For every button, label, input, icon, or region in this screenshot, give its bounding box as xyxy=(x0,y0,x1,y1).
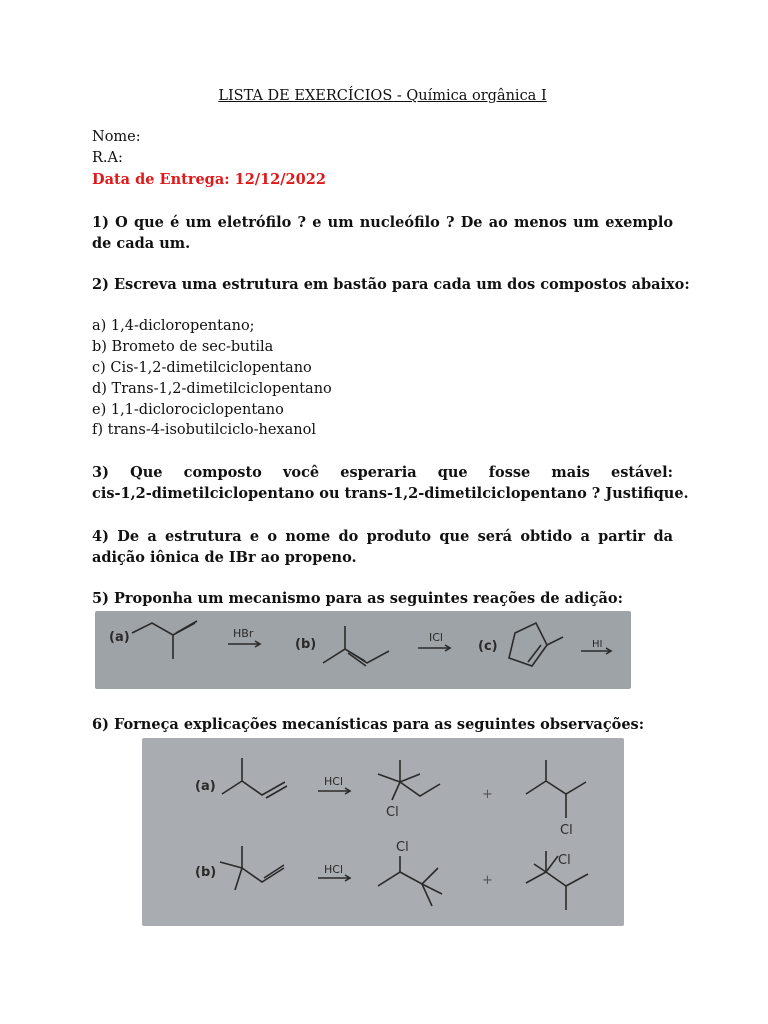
q6-reagent-b: HCl xyxy=(324,863,344,876)
q6-label-b: (b) xyxy=(195,865,217,880)
q3-word: que xyxy=(437,464,468,481)
q6-product-b2-cl: Cl xyxy=(558,853,571,868)
q2-item-c: c) Cis-1,2-dimetilciclopentano xyxy=(92,360,312,376)
question-3-line-2: cis-1,2-dimetilciclopentano ou trans-1,2-dimetilciclopentano ? Justifique. xyxy=(92,485,689,502)
question-2: 2) Escreva uma estrutura em bastão para cada um dos compostos abaixo: xyxy=(92,276,690,293)
q6-reactant-a xyxy=(222,758,287,798)
question-5: 5) Proponha um mecanismo para as seguintes reações de adição: xyxy=(92,590,623,607)
q3-word: você xyxy=(282,464,320,481)
page-title: LISTA DE EXERCÍCIOS - Química orgânica I xyxy=(218,88,547,104)
q6-product-b1-cl: Cl xyxy=(396,840,409,855)
q5-reagent-b: ICl xyxy=(429,631,443,644)
q6-product-a1-cl: Cl xyxy=(386,805,399,820)
q3-word: Que xyxy=(130,464,163,481)
q3-word: composto xyxy=(183,464,262,481)
q5-label-b: (b) xyxy=(295,637,317,652)
q5-reagent-a: HBr xyxy=(233,627,254,640)
q5-molecule-b xyxy=(323,626,389,666)
q2-item-d: d) Trans-1,2-dimetilciclopentano xyxy=(92,381,332,397)
q3-word: estável: xyxy=(610,464,673,481)
q5-reagent-c: HI xyxy=(592,639,603,650)
q2-item-f: f) trans-4-isobutilciclo-hexanol xyxy=(92,422,316,438)
arrow-icon xyxy=(418,645,450,651)
question-1: 1) O que é um eletrófilo ? e um nucleófilo ? De ao menos um exemplo de cada um. xyxy=(92,214,673,252)
arrow-icon xyxy=(318,788,350,794)
q6-product-a2 xyxy=(526,760,586,818)
ra-label: R.A: xyxy=(92,150,123,166)
arrow-icon xyxy=(228,641,260,647)
q2-item-b: b) Brometo de sec-butila xyxy=(92,339,274,355)
q3-word: esperaria xyxy=(340,464,417,481)
q5-molecule-c xyxy=(509,623,563,666)
q5-reaction-figure xyxy=(95,611,631,689)
q6-reaction-figure xyxy=(142,738,624,926)
q3-word: fosse xyxy=(488,464,531,481)
q6-reagent-a: HCl xyxy=(324,775,344,788)
question-4: 4) De a estrutura e o nome do produto que será obtido a partir da adição iônica de IBr ao propeno. xyxy=(92,528,673,566)
q2-item-e: e) 1,1-diclorociclopentano xyxy=(92,402,284,418)
q5-molecule-a xyxy=(132,621,197,659)
q6-product-a1 xyxy=(378,760,440,800)
q5-label-a: (a) xyxy=(109,630,130,645)
nome-label: Nome: xyxy=(92,129,141,145)
q6-reactant-b xyxy=(220,846,284,890)
due-date: Data de Entrega: 12/12/2022 xyxy=(92,171,326,188)
q6-plus-b: + xyxy=(482,873,493,888)
question-3-line-1 xyxy=(92,464,673,481)
q3-word: 3) xyxy=(92,464,109,481)
q6-product-b1 xyxy=(378,856,442,906)
q6-plus-a: + xyxy=(482,787,493,802)
q2-item-a: a) 1,4-dicloropentano; xyxy=(92,318,255,334)
q3-word: mais xyxy=(551,464,590,481)
q6-product-a2-cl: Cl xyxy=(560,823,573,838)
question-6: 6) Forneça explicações mecanísticas para as seguintes observações: xyxy=(92,716,645,733)
q5-label-c: (c) xyxy=(478,639,498,654)
q6-product-b2 xyxy=(526,851,588,910)
q6-label-a: (a) xyxy=(195,779,216,794)
